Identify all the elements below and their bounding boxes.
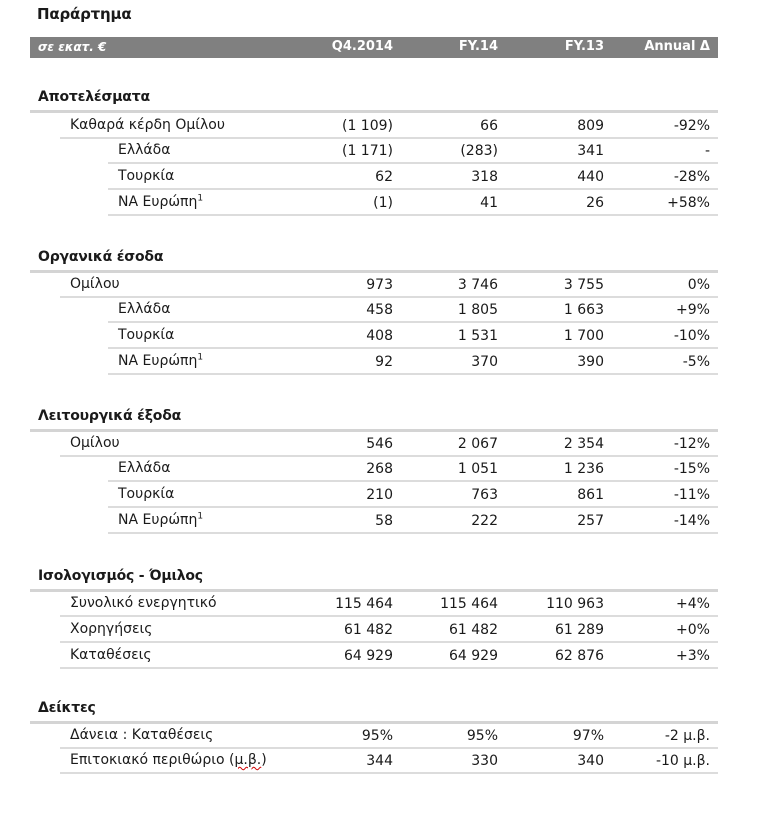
row-divider	[108, 214, 718, 216]
cell-q4-2014: 92	[375, 354, 393, 370]
table-row	[30, 509, 718, 534]
cell-annual-delta: +0%	[676, 622, 710, 638]
row-divider	[60, 772, 718, 774]
cell-fy14: 330	[471, 753, 498, 769]
cell-fy14: 318	[471, 169, 498, 185]
cell-annual-delta: +3%	[676, 648, 710, 664]
table-row	[30, 749, 718, 774]
row-divider	[108, 506, 718, 508]
cell-fy13: 1 700	[563, 328, 604, 344]
table-row	[30, 618, 718, 643]
cell-fy13: 257	[577, 513, 604, 529]
cell-annual-delta: -10 μ.β.	[655, 753, 710, 769]
cell-fy14: 222	[471, 513, 498, 529]
cell-annual-delta: -10%	[673, 328, 710, 344]
column-header-fy13: FY.13	[564, 39, 604, 54]
row-divider	[108, 373, 718, 375]
cell-q4-2014: 115 464	[335, 596, 393, 612]
table-header-bar	[30, 37, 718, 58]
row-label: Συνολικό ενεργητικό	[70, 595, 217, 611]
footnote-marker: 1	[197, 193, 204, 204]
table-row	[30, 298, 718, 323]
cell-fy14: 2 067	[457, 436, 498, 452]
cell-fy14: 95%	[466, 728, 498, 744]
cell-q4-2014: 95%	[361, 728, 393, 744]
table-row	[30, 724, 718, 749]
cell-fy14: 41	[480, 195, 498, 211]
table-row	[30, 139, 718, 164]
cell-fy14: 370	[471, 354, 498, 370]
cell-annual-delta: -15%	[673, 461, 710, 477]
row-label: Ελλάδα	[118, 460, 171, 476]
row-label: Ελλάδα	[118, 142, 171, 158]
table-row	[30, 644, 718, 669]
cell-fy14: 61 482	[449, 622, 498, 638]
cell-q4-2014: 268	[366, 461, 393, 477]
footnote-marker: 1	[197, 352, 204, 363]
cell-q4-2014: 58	[375, 513, 393, 529]
row-label	[118, 194, 203, 210]
row-label: Χορηγήσεις	[70, 621, 153, 637]
cell-fy13: 26	[586, 195, 604, 211]
row-label: Καταθέσεις	[70, 647, 152, 663]
column-header-fy14: FY.14	[458, 39, 498, 54]
cell-annual-delta: -28%	[673, 169, 710, 185]
cell-q4-2014: 62	[375, 169, 393, 185]
row-divider	[108, 532, 718, 534]
cell-q4-2014: 344	[366, 753, 393, 769]
cell-annual-delta: +58%	[667, 195, 710, 211]
row-divider	[108, 321, 718, 323]
cell-fy13: 861	[577, 487, 604, 503]
cell-fy13: 3 755	[563, 277, 604, 293]
cell-annual-delta: -2 μ.β.	[664, 728, 710, 744]
cell-q4-2014: (1 171)	[341, 143, 393, 159]
cell-fy13: 390	[577, 354, 604, 370]
cell-q4-2014: (1)	[373, 195, 393, 211]
column-header-annual-delta: Annual Δ	[644, 39, 710, 54]
cell-q4-2014: 458	[366, 302, 393, 318]
row-label-suffix: )	[261, 752, 267, 768]
cell-fy14: (283)	[460, 143, 498, 159]
row-divider	[108, 347, 718, 349]
cell-annual-delta: -14%	[673, 513, 710, 529]
row-label: Ελλάδα	[118, 301, 171, 317]
footnote-marker: 1	[197, 511, 204, 522]
table-row	[30, 191, 718, 216]
table-row	[30, 457, 718, 482]
cell-q4-2014: 408	[366, 328, 393, 344]
row-label: Καθαρά κέρδη Ομίλου	[70, 117, 225, 133]
table-row	[30, 273, 718, 298]
cell-fy14: 1 051	[457, 461, 498, 477]
row-divider	[108, 480, 718, 482]
row-divider	[60, 641, 718, 643]
cell-fy13: 1 663	[563, 302, 604, 318]
cell-fy14: 66	[480, 118, 498, 134]
row-label-text: ΝΑ Ευρώπη	[118, 512, 198, 528]
table-row	[30, 592, 718, 617]
table-row	[30, 114, 718, 139]
cell-fy13: 61 289	[555, 622, 604, 638]
cell-q4-2014: 61 482	[344, 622, 393, 638]
cell-fy13: 97%	[572, 728, 604, 744]
cell-fy13: 110 963	[546, 596, 604, 612]
row-divider	[60, 667, 718, 669]
row-label	[70, 752, 267, 768]
table-row	[30, 483, 718, 508]
cell-fy13: 340	[577, 753, 604, 769]
row-label: Τουρκία	[118, 327, 175, 343]
row-label	[118, 353, 203, 369]
cell-annual-delta: -12%	[673, 436, 710, 452]
cell-fy14: 1 805	[457, 302, 498, 318]
cell-fy13: 341	[577, 143, 604, 159]
cell-annual-delta: -11%	[673, 487, 710, 503]
cell-fy14: 115 464	[440, 596, 498, 612]
cell-q4-2014: 64 929	[344, 648, 393, 664]
cell-fy13: 809	[577, 118, 604, 134]
cell-q4-2014: 210	[366, 487, 393, 503]
row-divider	[108, 188, 718, 190]
table-row	[30, 324, 718, 349]
cell-fy13: 440	[577, 169, 604, 185]
row-divider	[60, 615, 718, 617]
row-label: Δάνεια : Καταθέσεις	[70, 727, 214, 743]
column-header-q4-2014: Q4.2014	[331, 39, 393, 54]
table-row	[30, 432, 718, 457]
row-label-text: ΝΑ Ευρώπη	[118, 353, 198, 369]
spellcheck-underlined-text: μ.β.	[234, 752, 262, 768]
cell-q4-2014: (1 109)	[341, 118, 393, 134]
section-title: Οργανικά έσοδα	[38, 249, 164, 265]
cell-annual-delta: -92%	[673, 118, 710, 134]
section-title: Λειτουργικά έξοδα	[38, 408, 182, 424]
section-title: Δείκτες	[38, 700, 96, 716]
page-title: Παράρτημα	[37, 5, 132, 23]
cell-fy14: 1 531	[457, 328, 498, 344]
table-row	[30, 350, 718, 375]
row-label: Τουρκία	[118, 168, 175, 184]
cell-annual-delta: -5%	[682, 354, 710, 370]
cell-q4-2014: 546	[366, 436, 393, 452]
cell-fy13: 1 236	[563, 461, 604, 477]
section-title: Ισολογισμός - Όμιλος	[38, 568, 203, 584]
cell-fy14: 3 746	[457, 277, 498, 293]
section-title: Αποτελέσματα	[38, 89, 150, 105]
cell-annual-delta: +4%	[676, 596, 710, 612]
cell-fy14: 763	[471, 487, 498, 503]
cell-q4-2014: 973	[366, 277, 393, 293]
section-divider	[30, 110, 718, 113]
row-label-text: ΝΑ Ευρώπη	[118, 194, 198, 210]
cell-fy13: 2 354	[563, 436, 604, 452]
cell-annual-delta: 0%	[687, 277, 710, 293]
cell-fy14: 64 929	[449, 648, 498, 664]
row-label	[118, 512, 203, 528]
cell-annual-delta: +9%	[676, 302, 710, 318]
row-label: Ομίλου	[70, 435, 120, 451]
cell-annual-delta: -	[704, 143, 710, 159]
unit-label: σε εκατ. €	[38, 40, 107, 54]
row-divider	[108, 162, 718, 164]
table-row	[30, 165, 718, 190]
row-label: Ομίλου	[70, 276, 120, 292]
cell-fy13: 62 876	[555, 648, 604, 664]
row-label: Τουρκία	[118, 486, 175, 502]
row-label-prefix: Επιτοκιακό περιθώριο (	[70, 752, 235, 768]
